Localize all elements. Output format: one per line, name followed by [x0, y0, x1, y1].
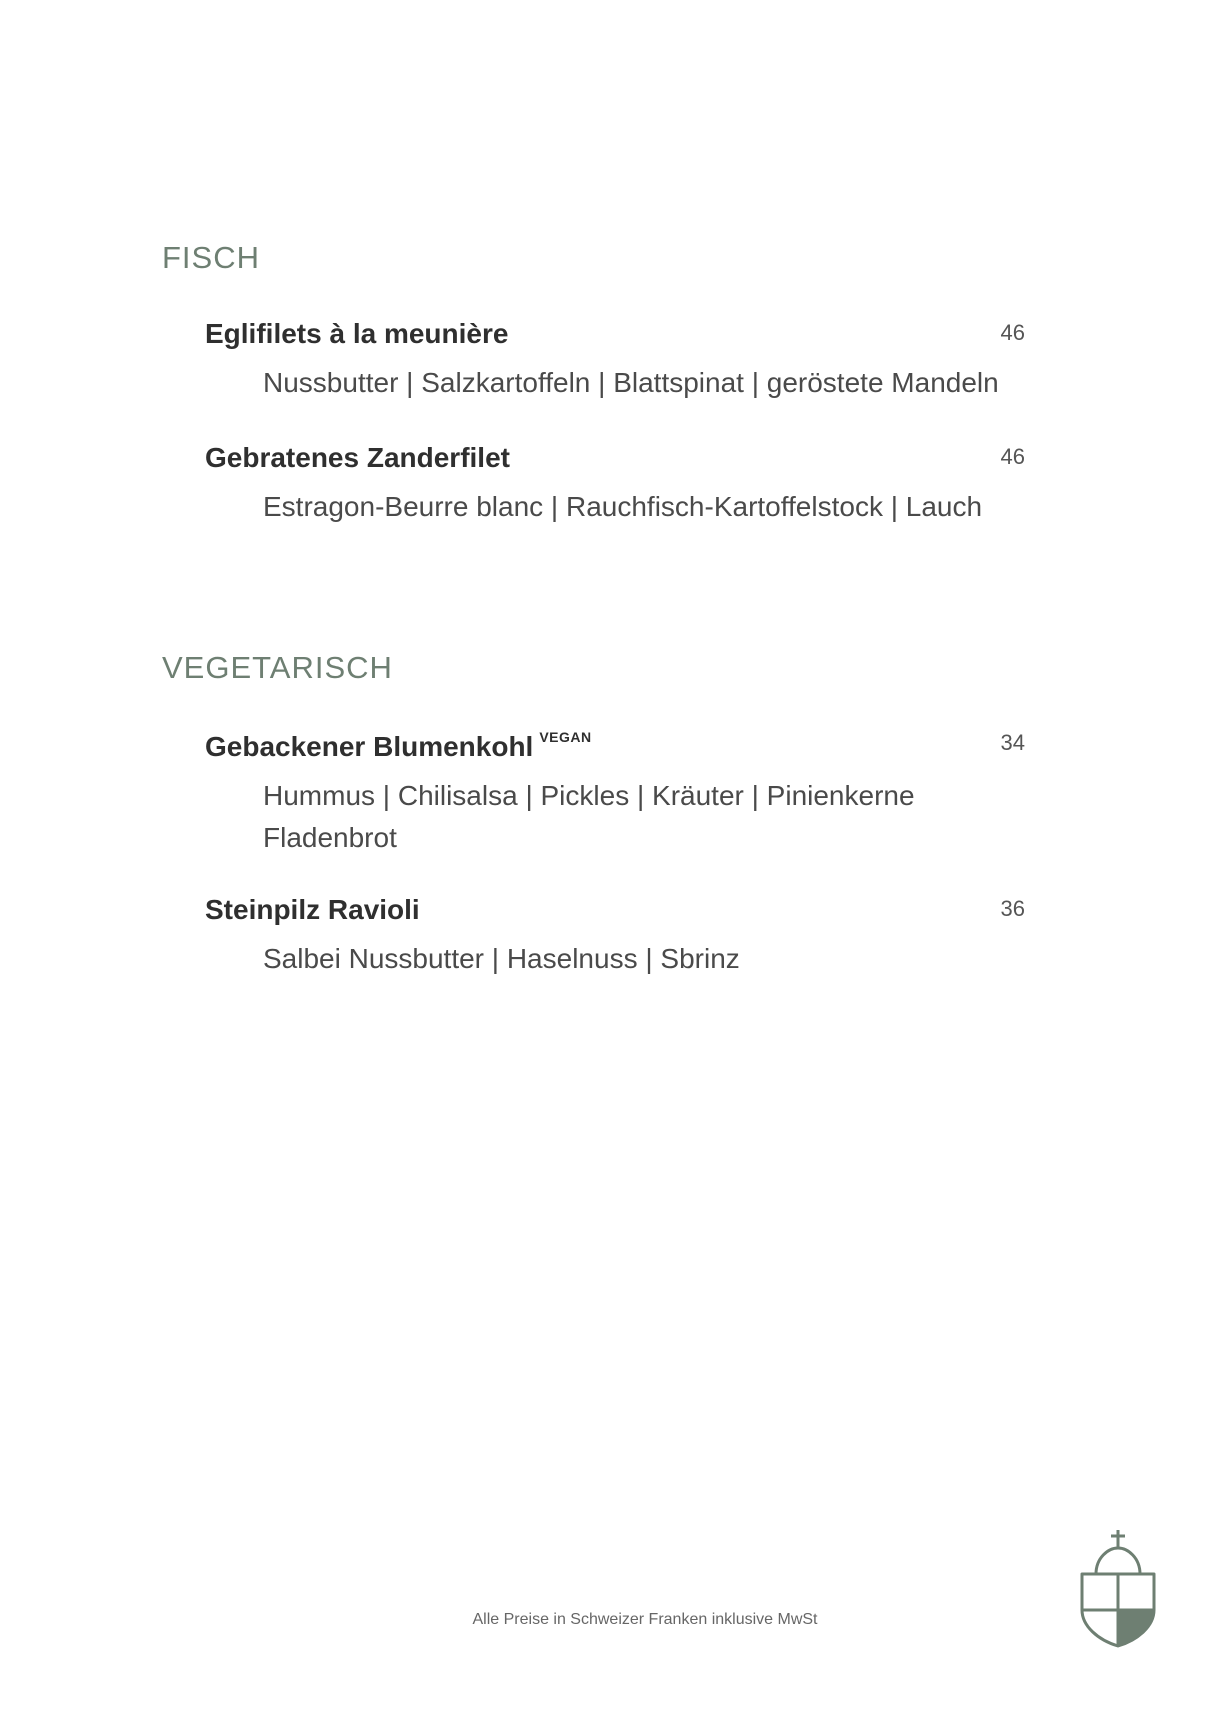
dish-name: Eglifilets à la meunière	[205, 318, 509, 349]
dish-price: 46	[1000, 444, 1025, 469]
dish-description-line: Nussbutter | Salzkartoffeln | Blattspinat | geröstete Mandeln	[263, 367, 999, 398]
dish-price: 34	[1000, 730, 1025, 755]
dish-description-line: Salbei Nussbutter | Haselnuss | Sbrinz	[263, 943, 740, 974]
dish-description	[263, 486, 1025, 528]
dish-item	[205, 896, 1025, 980]
dish-item	[205, 320, 1025, 404]
dish-item	[205, 730, 1025, 859]
dish-item	[205, 444, 1025, 528]
section-heading-vegetarisch: VEGETARISCH	[162, 650, 393, 685]
dish-name-row	[205, 730, 1025, 761]
vegan-badge: VEGAN	[539, 729, 592, 745]
dish-name: Gebratenes Zanderfilet	[205, 442, 510, 473]
section-heading-fisch: FISCH	[162, 240, 260, 275]
church-shield-icon	[1078, 1528, 1158, 1648]
dish-description	[263, 362, 1025, 404]
dish-name: Steinpilz Ravioli	[205, 894, 420, 925]
dish-price: 46	[1000, 320, 1025, 345]
dish-description-line: Estragon-Beurre blanc | Rauchfisch-Kartoffelstock | Lauch	[263, 491, 983, 522]
dish-price: 36	[1000, 896, 1025, 921]
dish-description-line: Fladenbrot	[263, 822, 397, 853]
dish-name: Gebackener Blumenkohl	[205, 731, 534, 762]
dish-description	[263, 938, 1025, 980]
dish-description	[263, 775, 1025, 859]
dish-description-line: Hummus | Chilisalsa | Pickles | Kräuter | Pinienkerne	[263, 780, 915, 811]
price-footnote: Alle Preise in Schweizer Franken inklusive MwSt	[472, 1611, 818, 1628]
